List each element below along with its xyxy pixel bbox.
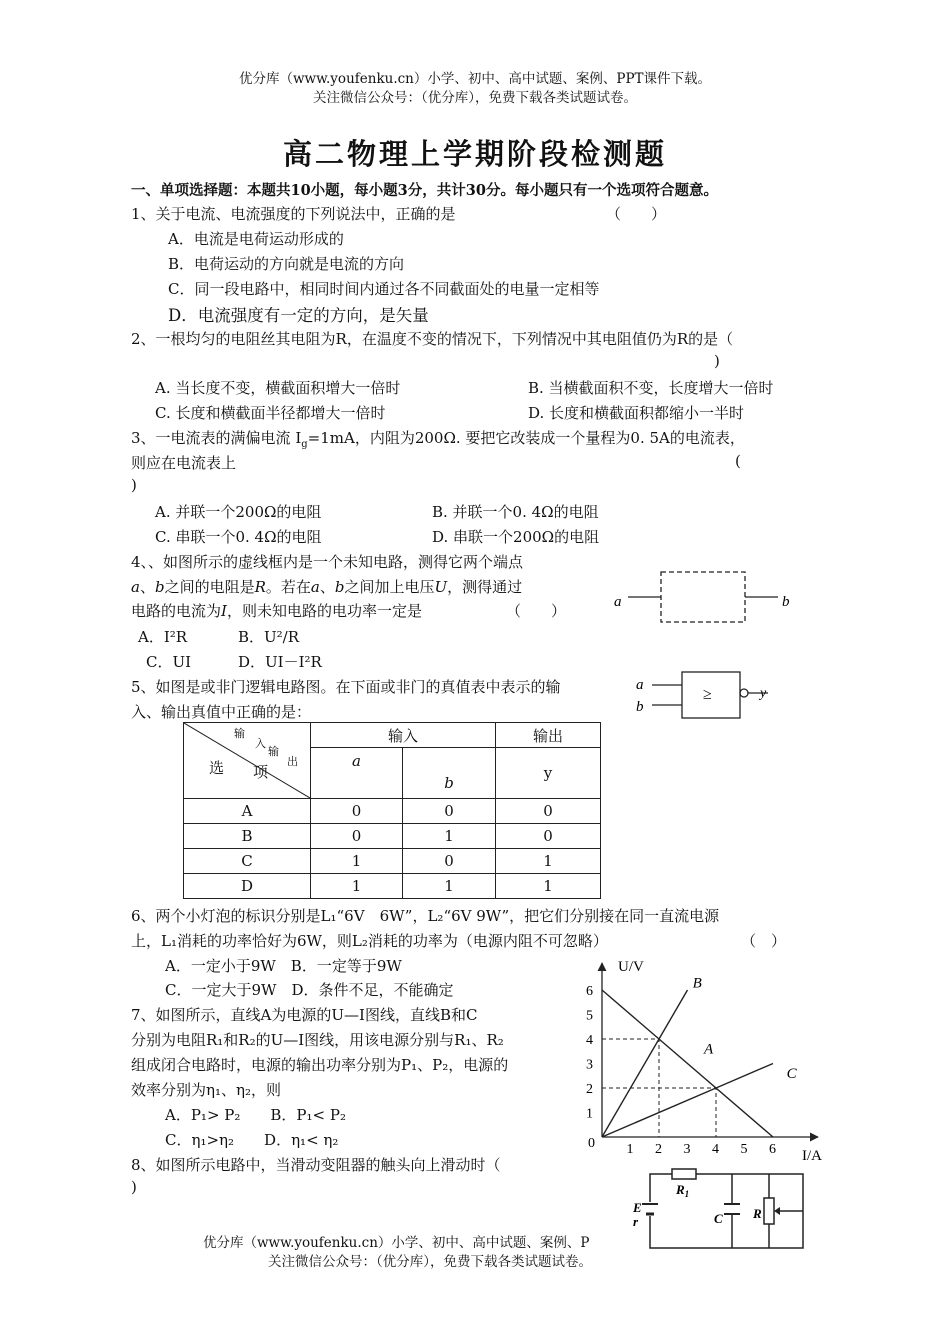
q7-line-2: 分别为电阻R₁和R₂的U—I图线，用该电源分别与R₁、R₂	[131, 1031, 504, 1049]
q4-line-1: 4、、如图所示的虚线框内是一个未知电路，测得它两个端点	[131, 553, 524, 571]
circuit-r-label: r	[633, 1214, 639, 1229]
q4-r: R	[254, 578, 266, 596]
row-a-a: 0	[311, 799, 403, 824]
diag-shu: 输	[234, 727, 245, 740]
q4-t2: 之间的电阻是	[164, 578, 255, 596]
circuit-c-label: C	[714, 1211, 723, 1226]
header-output: 输出	[496, 723, 601, 748]
truth-table	[183, 722, 601, 899]
q3-option-a: A. 并联一个200Ω的电阻	[155, 503, 322, 521]
table-row	[184, 799, 601, 824]
q6-line-2: 上，L₁消耗的功率恰好为6W，则L₂消耗的功率为（电源内阻不可忽略）	[131, 932, 608, 950]
circuit-r1-sub: 1	[684, 1189, 690, 1199]
q3-open: (	[735, 452, 741, 470]
q8-line-2: )	[131, 1178, 137, 1196]
diag-shu2: 输	[268, 745, 279, 758]
table-row	[184, 874, 601, 899]
q4-t8: ，则未知电路的电功率一定是	[226, 602, 422, 620]
q4-fig-a-label: a	[614, 594, 622, 610]
y-tick-label: 3	[586, 1057, 593, 1073]
q4-t1: 、	[139, 578, 155, 596]
q2-close: )	[714, 352, 720, 370]
q4-option-a: A．I²R	[138, 628, 188, 646]
q6-paren: （ ）	[741, 932, 787, 950]
q7-options-cd: C．η₁>η₂ D．η₁< η₂	[165, 1131, 339, 1149]
gate-a-label: a	[636, 677, 644, 693]
q1-option-c: C．同一段电路中，相同时间内通过各不同截面处的电量一定相等	[168, 280, 600, 298]
row-a-y: 0	[496, 799, 601, 824]
header-a-text: a	[352, 752, 361, 771]
nor-gate-figure	[630, 668, 780, 724]
q2-stem: 2、一根均匀的电阻丝其电阻为R，在温度不变的情况下，下列情况中其电阻值仍为R的是（	[131, 330, 734, 348]
q7-line-4: 效率分别为η₁、η₂，则	[131, 1081, 282, 1099]
row-a-b: 0	[403, 799, 496, 824]
footer-line-1: 优分库（www.youfenku.cn）小学、初中、高中试题、案例、P	[203, 1235, 590, 1251]
circuit-r1-label	[675, 1182, 689, 1199]
x-tick-label: 1	[626, 1142, 634, 1157]
header-b-text: b	[444, 774, 454, 792]
q3-option-b: B. 并联一个0. 4Ω的电阻	[432, 503, 599, 521]
header-y: y	[496, 748, 601, 799]
x-tick-label: 2	[655, 1142, 662, 1157]
y-tick-label: 6	[586, 984, 593, 999]
page-title: 高二物理上学期阶段检测题	[282, 137, 667, 171]
series-line-a	[602, 990, 773, 1137]
q1-option-d: D．电流强度有一定的方向，是矢量	[168, 306, 429, 325]
q2-option-a: A. 当长度不变，横截面积增大一倍时	[155, 379, 401, 397]
y-tick-label: 1	[586, 1106, 593, 1122]
q4-t6: ，测得通过	[447, 578, 523, 596]
q7-line-1: 7、如图所示，直线A为电源的U—I图线，直线B和C	[131, 1006, 478, 1024]
q3-stem-1a: 3、一电流表的满偏电流 I	[131, 429, 302, 447]
gate-symbol: ≥	[703, 686, 712, 703]
y-tick-label: 5	[586, 1008, 593, 1024]
row-d-option: D	[184, 874, 311, 899]
header-line-1: 优分库（www.youfenku.cn）小学、初中、高中试题、案例、PPT课件下载。	[238, 71, 712, 87]
q5-line-1: 5、如图是或非门逻辑电路图。在下面或非门的真值表中表示的输	[131, 678, 561, 696]
origin-label: 0	[588, 1136, 595, 1151]
gate-b-label: b	[636, 699, 644, 715]
q4-option-d: D．UI－I²R	[238, 653, 322, 671]
y-axis-label: U/V	[618, 959, 644, 975]
x-axis-label: I/A	[802, 1148, 822, 1164]
row-c-a: 1	[311, 849, 403, 874]
row-b-option: B	[184, 824, 311, 849]
q2-option-d: D. 长度和横截面积都缩小一半时	[528, 404, 745, 422]
ui-graph-chart	[580, 955, 830, 1165]
q1-stem: 1、关于电流、电流强度的下列说法中，正确的是	[131, 205, 456, 223]
row-c-y: 1	[496, 849, 601, 874]
series-line-b	[602, 990, 688, 1137]
q1-paren: （ ）	[606, 205, 667, 223]
row-b-b: 1	[403, 824, 496, 849]
q3-sub-g: g	[301, 439, 308, 450]
header-a	[311, 748, 403, 799]
diag-xuan: 选	[209, 759, 225, 777]
q3-option-d: D. 串联一个200Ω的电阻	[432, 528, 600, 546]
circuit-rv-label: R	[753, 1206, 762, 1221]
q8-line-1: 8、如图所示电路中，当滑动变阻器的触头向上滑动时（	[131, 1156, 501, 1174]
diag-ru: 入	[255, 737, 266, 750]
row-c-option: C	[184, 849, 311, 874]
gate-y-label: y	[760, 686, 767, 701]
q4-i: I	[221, 602, 227, 620]
q6-options-ab: A．一定小于9W B．一定等于9W	[165, 957, 402, 975]
row-d-a: 1	[311, 874, 403, 899]
row-a-option: A	[184, 799, 311, 824]
y-tick-label: 4	[586, 1033, 593, 1048]
q4-unknown-circuit-figure	[608, 566, 798, 630]
q4-b2: b	[334, 578, 345, 596]
row-b-a: 0	[311, 824, 403, 849]
q4-a2: a	[310, 578, 320, 596]
q4-line-3	[131, 600, 422, 621]
x-tick-label: 6	[769, 1142, 776, 1157]
q1-option-b: B．电荷运动的方向就是电流的方向	[168, 255, 405, 273]
row-b-y: 0	[496, 824, 601, 849]
q3-stem-1b: =1mA，内阻为200Ω. 要把它改装成一个量程为0. 5A的电流表，	[307, 429, 745, 447]
q3-close: )	[131, 476, 137, 494]
q4-paren: （ ）	[506, 602, 567, 620]
q7-line-3: 组成闭合电路时，电源的输出功率分别为P₁、P₂，电源的	[131, 1056, 509, 1074]
row-d-y: 1	[496, 874, 601, 899]
table-corner-cell	[184, 723, 311, 799]
series-label-a: A	[704, 1041, 714, 1058]
q4-u: U	[434, 578, 448, 596]
diag-chu: 出	[287, 755, 298, 768]
q7-options-ab: A．P₁> P₂ B．P₁< P₂	[165, 1106, 346, 1124]
table-row	[184, 824, 601, 849]
q3-option-c: C. 串联一个0. 4Ω的电阻	[155, 528, 322, 546]
q2-option-b: B. 当横截面积不变，长度增大一倍时	[528, 379, 774, 397]
series-label-b: B	[692, 975, 702, 992]
q4-line-2	[131, 576, 522, 597]
q2-option-c: C. 长度和横截面半径都增大一倍时	[155, 404, 386, 422]
diag-xiang: 项	[253, 763, 269, 781]
q6-line-1: 6、两个小灯泡的标识分别是L₁“6V 6W”，L₂“6V 9W”，把它们分别接在同一直流电源	[131, 907, 720, 925]
footer-line-2: 关注微信公众号：（优分库），免费下载各类试题试卷。	[268, 1254, 592, 1270]
x-tick-label: 3	[683, 1142, 691, 1157]
q4-option-b: B．U²/R	[238, 628, 300, 646]
y-tick-label: 2	[586, 1082, 593, 1097]
q4-t7: 电路的电流为	[131, 602, 222, 620]
circuit-r1-r: R	[676, 1182, 685, 1197]
header-b	[403, 748, 496, 799]
q4-a: a	[131, 578, 140, 596]
series-line-c	[602, 1064, 773, 1138]
q4-t5: 之间加上电压	[344, 578, 435, 596]
q4-t3: 。若在	[265, 578, 311, 596]
q3-stem-2: 则应在电流表上	[131, 454, 237, 472]
section-heading: 一、单项选择题：本题共10小题，每小题3分，共计30分。每小题只有一个选项符合题意。	[131, 182, 718, 199]
q6-options-cd: C．一定大于9W D．条件不足，不能确定	[165, 981, 454, 999]
q3-stem-1	[131, 427, 745, 450]
q4-fig-b-label: b	[782, 594, 790, 610]
q8-circuit-figure	[628, 1168, 813, 1256]
row-d-b: 1	[403, 874, 496, 899]
row-c-b: 0	[403, 849, 496, 874]
header-input: 输入	[311, 723, 496, 748]
table-row	[184, 849, 601, 874]
q4-t4: 、	[319, 578, 335, 596]
q5-line-2: 入、输出真值中正确的是：	[131, 703, 312, 721]
x-tick-label: 5	[740, 1142, 748, 1157]
q4-option-c: C．UI	[146, 653, 192, 671]
circuit-e-label: E	[633, 1200, 642, 1215]
x-tick-label: 4	[712, 1142, 719, 1157]
header-line-2: 关注微信公众号：（优分库），免费下载各类试题试卷。	[313, 90, 637, 106]
q1-option-a: A．电流是电荷运动形成的	[168, 230, 344, 248]
q4-b: b	[154, 578, 165, 596]
series-label-c: C	[786, 1066, 797, 1083]
